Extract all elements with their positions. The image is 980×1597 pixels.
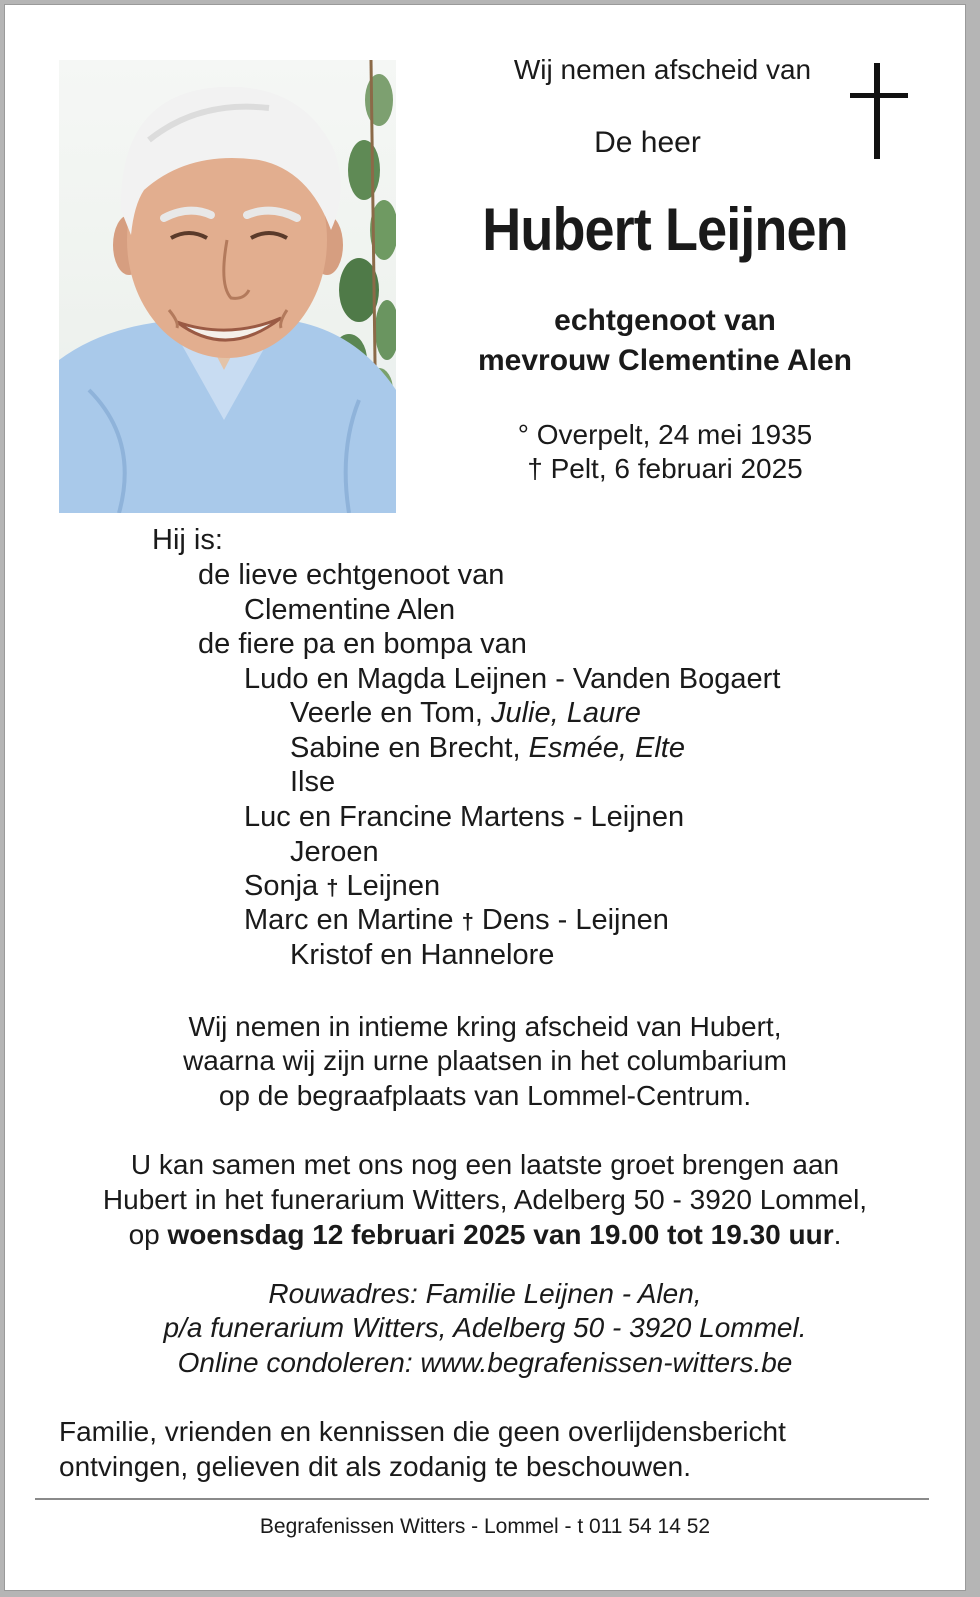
spouse-label: de lieve echtgenoot van bbox=[198, 559, 505, 591]
grandchild-5: Kristof en Hannelore bbox=[290, 939, 555, 971]
grandchild-family-1: Veerle en Tom, Julie, Laure bbox=[290, 697, 641, 729]
family-intro: Hij is: bbox=[152, 524, 223, 556]
grandchild-4: Jeroen bbox=[290, 836, 379, 868]
ceremony-line-2: waarna wij zijn urne plaatsen in het columbarium bbox=[183, 1045, 787, 1076]
deceased-name: Hubert Leijnen bbox=[482, 196, 848, 263]
salutation: De heer bbox=[594, 126, 701, 159]
visit-datetime: woensdag 12 februari 2025 van 19.00 tot 19.30 uur bbox=[167, 1219, 834, 1250]
small-cross-icon: † bbox=[326, 875, 339, 900]
child-3: Sonja † Leijnen bbox=[244, 870, 441, 902]
obituary-card bbox=[4, 4, 966, 1591]
ceremony-line-1: Wij nemen in intieme kring afscheid van Hubert, bbox=[188, 1011, 782, 1042]
birth-info: ° Overpelt, 24 mei 1935 bbox=[517, 419, 813, 450]
spouse-name: Clementine Alen bbox=[244, 594, 456, 626]
address-line-2: p/a funerarium Witters, Adelberg 50 - 3920 Lommel. bbox=[163, 1312, 807, 1343]
address-line-1: Rouwadres: Familie Leijnen - Alen, bbox=[268, 1278, 702, 1309]
portrait-illustration bbox=[59, 60, 396, 513]
grandchild-3: Ilse bbox=[290, 766, 336, 798]
small-cross-icon: † bbox=[461, 909, 474, 934]
footer-divider bbox=[35, 1498, 929, 1500]
ceremony-line-3: op de begraafplaats van Lommel-Centrum. bbox=[218, 1080, 752, 1111]
footer-text: Begrafenissen Witters - Lommel - t 011 54 14 52 bbox=[259, 1515, 711, 1538]
visit-line-3: op woensdag 12 februari 2025 van 19.00 tot 19.30 uur. bbox=[128, 1219, 842, 1250]
children-label: de fiere pa en bompa van bbox=[198, 628, 527, 660]
child-1: Ludo en Magda Leijnen - Vanden Bogaert bbox=[244, 663, 781, 695]
visit-line-1: U kan samen met ons nog een laatste groet brengen aan bbox=[130, 1149, 840, 1180]
intro-text: Wij nemen afscheid van bbox=[513, 54, 812, 85]
spouse-line-2: mevrouw Clementine Alen bbox=[478, 344, 852, 377]
cross-icon bbox=[850, 63, 908, 159]
notice-line-1: Familie, vrienden en kennissen die geen overlijdensbericht bbox=[59, 1416, 786, 1447]
spouse-line-1: echtgenoot van bbox=[554, 304, 776, 337]
visit-line-2: Hubert in het funerarium Witters, Adelberg 50 - 3920 Lommel, bbox=[102, 1184, 868, 1215]
grandchild-family-2: Sabine en Brecht, Esmée, Elte bbox=[290, 732, 685, 764]
condolence-link: Online condoleren: www.begrafenissen-witters.be bbox=[177, 1347, 793, 1378]
portrait-photo bbox=[59, 60, 396, 513]
death-info: † Pelt, 6 februari 2025 bbox=[527, 453, 803, 484]
child-4: Marc en Martine † Dens - Leijnen bbox=[244, 904, 669, 936]
child-2: Luc en Francine Martens - Leijnen bbox=[244, 801, 685, 833]
notice-line-2: ontvingen, gelieven dit als zodanig te beschouwen. bbox=[59, 1451, 691, 1482]
